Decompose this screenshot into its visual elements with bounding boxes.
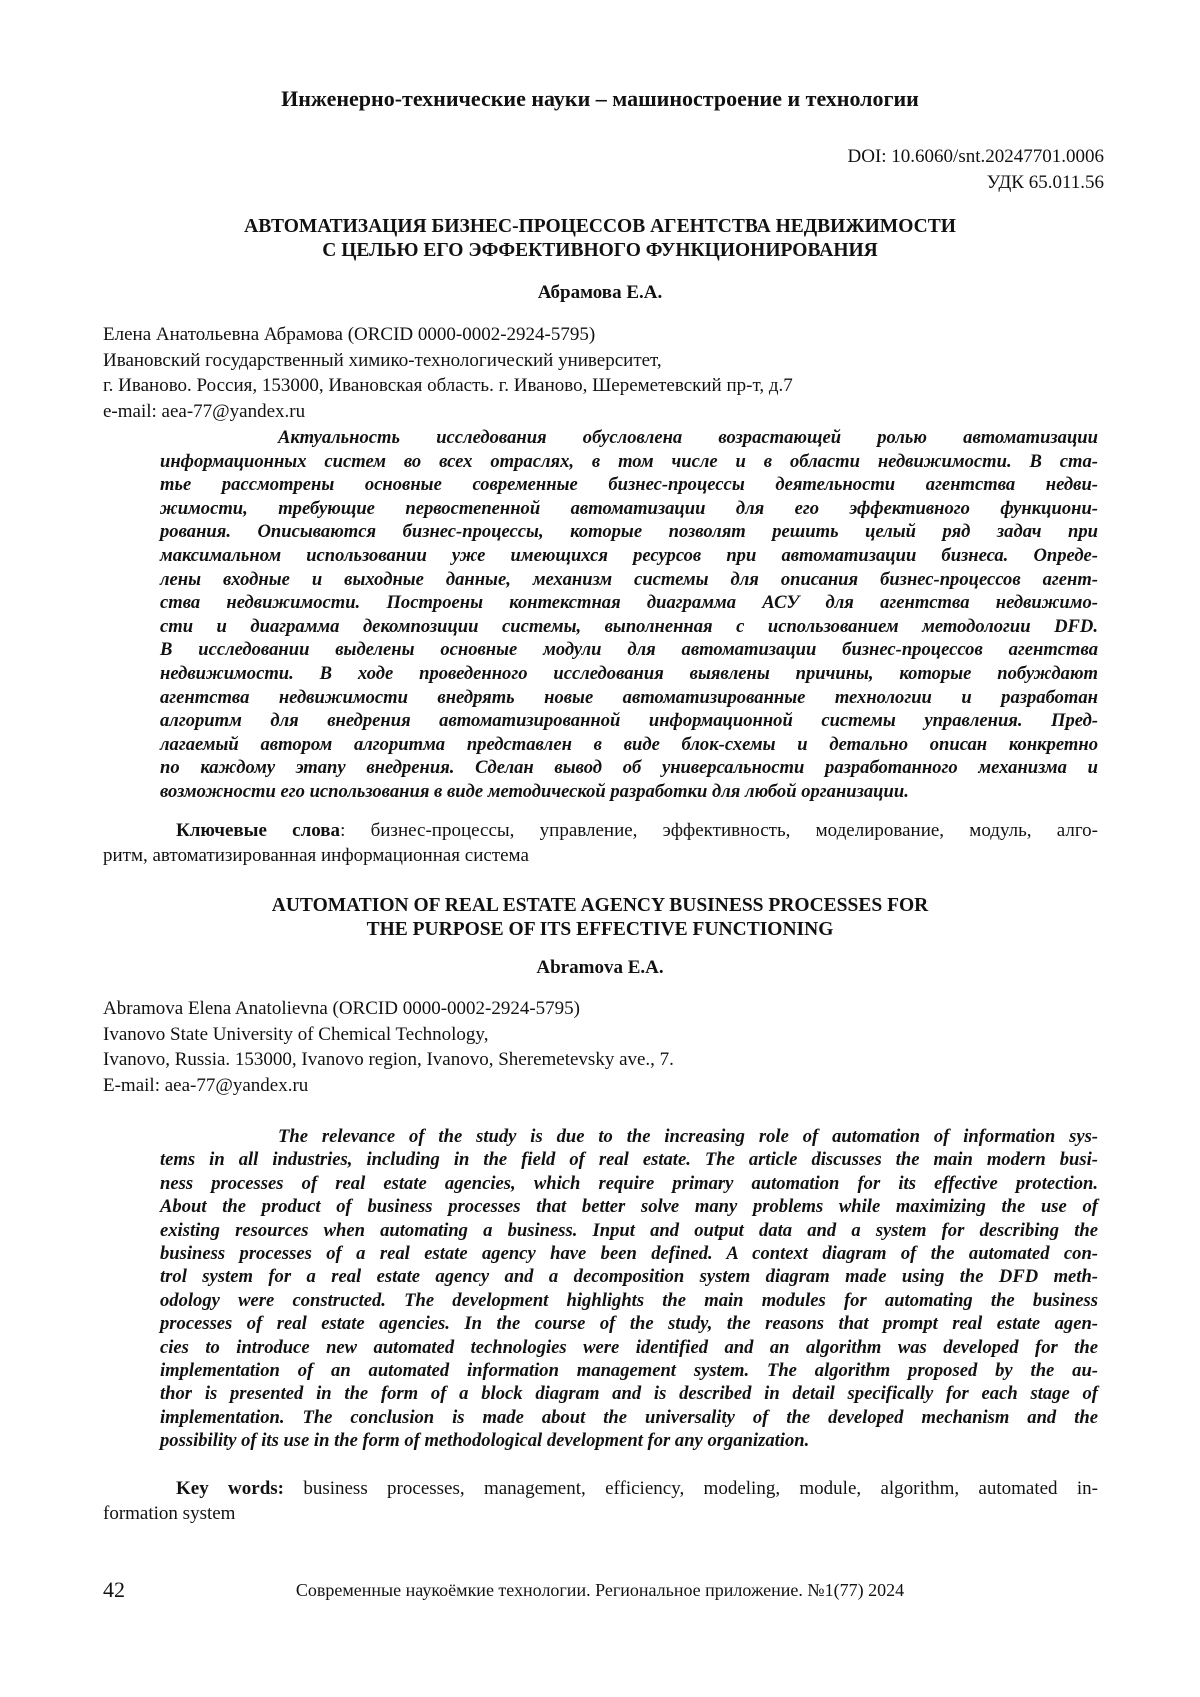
abstract-line: рования. Описываются бизнес-процессы, которые позволят решить целый ряд задач при — [160, 521, 1098, 543]
keywords-line: ритм, автоматизированная информационная система — [103, 845, 529, 866]
abstract-line: максимальном использовании уже имеющихся ресурсов при автоматизации бизнеса. Опреде- — [160, 544, 1098, 566]
abstract-line: возможности его использования в виде методической разработки для любой организации. — [160, 780, 909, 802]
address: г. Иваново. Россия, 153000, Ивановская область. г. Иваново, Шереметевский пр-т, д.7 — [103, 375, 793, 396]
abstract-line: по каждому этапу внедрения. Сделан вывод об универсальности разработанного механизма и — [160, 757, 1098, 779]
abstract-line: алгоритм для внедрения автоматизированной информационной системы управления. Пред- — [160, 710, 1098, 732]
abstract-line: implementation of an automated information management system. The algorithm proposed by the au- — [160, 1360, 1098, 1382]
abstract-line: ства недвижимости. Построены контекстная диаграмма АСУ для агентства недвижимо- — [160, 592, 1098, 614]
keywords-label: Key words: — [176, 1478, 284, 1499]
abstract-line: trol system for a real estate agency and a decomposition system diagram made using the DFD meth- — [160, 1266, 1098, 1288]
email[interactable]: e-mail: aea-77@yandex.ru — [103, 400, 306, 422]
keywords-text: business processes, management, efficiency, modeling, module, algorithm, automated in- — [284, 1478, 1098, 1499]
abstract-line: информационных систем во всех отраслях, в том числе и в области недвижимости. В ста- — [160, 450, 1098, 472]
keywords-ru — [103, 818, 1098, 868]
title-ru-line: АВТОМАТИЗАЦИЯ БИЗНЕС-ПРОЦЕССОВ АГЕНТСТВА НЕДВИЖИМОСТИ — [244, 216, 956, 237]
title-en-line: AUTOMATION OF REAL ESTATE AGENCY BUSINESS PROCESSES FOR — [271, 895, 929, 916]
abstract-line: odology were constructed. The development highlights the main modules for automating the business — [160, 1289, 1098, 1311]
affiliation-ru — [103, 322, 793, 424]
doi[interactable]: DOI: 10.6060/snt.20247701.0006 — [847, 146, 1104, 167]
abstract-line: About the product of business processes that better solve many problems while maximizing the use of — [160, 1196, 1098, 1218]
author-full-name: Елена Анатольевна Абрамова (ORCID 0000-0002-2924-5795) — [103, 324, 596, 345]
page-number: 42 — [103, 1577, 125, 1602]
address: Ivanovo, Russia. 153000, Ivanovo region, Ivanovo, Sheremetevsky ave., 7. — [103, 1049, 674, 1070]
title-ru — [0, 215, 1200, 263]
identifiers — [848, 144, 1105, 196]
abstract-line: лены входные и выходные данные, механизм системы для описания бизнес-процессов агент- — [160, 568, 1098, 590]
abstract-line: processes of real estate agencies. In the course of the study, the reasons that prompt real estate agen- — [160, 1313, 1098, 1335]
title-en — [0, 894, 1200, 942]
affiliation-en — [103, 996, 674, 1098]
abstract-line: В исследовании выделены основные модули для автоматизации бизнес-процессов агентства — [160, 639, 1098, 661]
author-en: Abramova E.A. — [536, 957, 664, 978]
abstract-line: possibility of its use in the form of methodological development for any organization. — [160, 1430, 810, 1452]
abstract-line: недвижимости. В ходе проведенного исследования выявлены причины, которые побуждают — [160, 662, 1098, 684]
abstract-line: existing resources when automating a business. Input and output data and a system for describing the — [160, 1219, 1098, 1241]
abstract-line: сти и диаграмма декомпозиции системы, выполненная с использованием методологии DFD. — [160, 615, 1098, 637]
abstract-line: ness processes of real estate agencies, which require primary automation for its effective protection. — [160, 1172, 1098, 1194]
abstract-en — [160, 1125, 1098, 1453]
journal-name: Современные наукоёмкие технологии. Региональное приложение. №1(77) 2024 — [295, 1580, 905, 1600]
abstract-line: business processes of a real estate agency have been defined. A context diagram of the automated con- — [160, 1243, 1098, 1265]
title-en-line: THE PURPOSE OF ITS EFFECTIVE FUNCTIONING — [366, 919, 834, 940]
keywords-text: : бизнес-процессы, управление, эффективность, моделирование, модуль, алго- — [340, 820, 1098, 841]
abstract-line: implementation. The conclusion is made about the universality of the developed mechanism and the — [160, 1406, 1098, 1428]
abstract-line: The relevance of the study is due to the increasing role of automation of information sys- — [278, 1126, 1098, 1147]
keywords-line — [103, 1476, 1098, 1501]
abstract-line: лагаемый автором алгоритма представлен в виде блок-схемы и детально описан конкретно — [160, 733, 1098, 755]
keywords-en — [103, 1476, 1098, 1526]
abstract-line: жимости, требующие первостепенной автоматизации для его эффективного функциони- — [160, 497, 1098, 519]
udk: УДК 65.011.56 — [986, 172, 1104, 193]
keywords-label: Ключевые слова — [176, 820, 341, 841]
university: Ивановский государственный химико-технологический университет, — [103, 349, 662, 371]
email[interactable]: E-mail: aea-77@yandex.ru — [103, 1074, 309, 1096]
abstract-line: агентства недвижимости внедрять новые автоматизированные технологии и разработан — [160, 686, 1098, 708]
keywords-line — [103, 818, 1098, 843]
running-head: Инженерно-технические науки – машиностроение и технологии — [281, 86, 919, 111]
abstract-line: Актуальность исследования обусловлена возрастающей ролью автоматизации — [278, 427, 1098, 448]
abstract-ru — [160, 426, 1098, 804]
abstract-line: cies to introduce new automated technologies were identified and an algorithm was developed for the — [160, 1336, 1098, 1358]
author-ru: Абрамова Е.А. — [537, 282, 663, 303]
abstract-line: tems in all industries, including in the field of real estate. The article discusses the main modern busi- — [160, 1149, 1098, 1171]
keywords-line: formation system — [103, 1503, 236, 1524]
university: Ivanovo State University of Chemical Technology, — [103, 1023, 489, 1045]
abstract-line: thor is presented in the form of a block diagram and is described in detail specifically for each stage of — [160, 1383, 1098, 1405]
title-ru-line: С ЦЕЛЬЮ ЕГО ЭФФЕКТИВНОГО ФУНКЦИОНИРОВАНИЯ — [322, 240, 878, 261]
abstract-line: тье рассмотрены основные современные бизнес-процессы деятельности агентства недви- — [160, 474, 1098, 496]
author-full-name: Abramova Elena Anatolievna (ORCID 0000-0002-2924-5795) — [103, 998, 581, 1019]
